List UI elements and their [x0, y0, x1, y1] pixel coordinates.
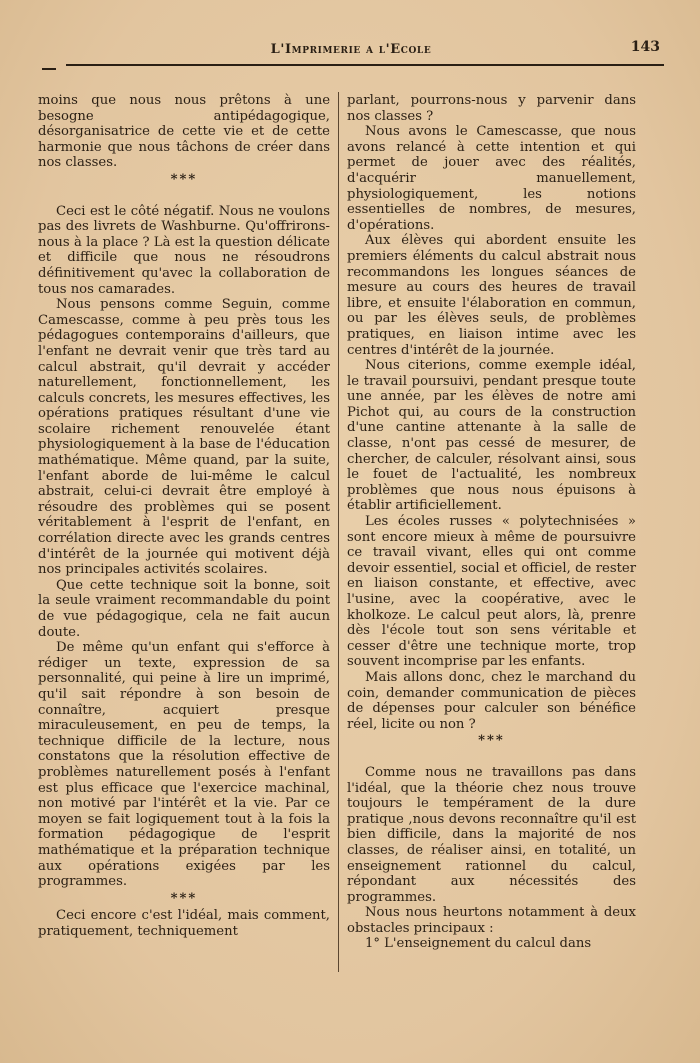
paragraph: Mais allons donc, chez le marchand du coin, demander communication de pièces de dépenses pour calculer son bénéfice réel, licite ou non ?	[347, 669, 636, 732]
spacer	[347, 751, 636, 765]
header-rule	[66, 64, 664, 66]
paragraph: Nous pensons comme Seguin, comme Camescasse, comme à peu près tous les pédagogues contemporains d'ailleurs, que l'enfant ne devrait venir que très tard au calcul abstrait, qu'il devrait y accéder naturellement, fonctionnellement, les calculs concrets, les mesures effectives, les opérations pratiques résultant d'une vie scolaire richement renouvelée étant physiologiquement à la base de l'éducation mathématique. Même quand, par la suite, l'enfant aborde de lui-même le calcul abstrait, celui-ci devrait être employé à résoudre des problèmes qui se posent véritablement à l'esprit de l'enfant, en corrélation directe avec les grands centres d'intérêt de la journée qui motivent déjà nos principales activités scolaires.	[38, 297, 330, 578]
paragraph: Comme nous ne travaillons pas dans l'idéal, que la théorie chez nous trouve toujours le tempérament de la dure pratique ,nous devons reconnaître qu'il est bien difficile, dans la majorité de nos classes, de réaliser ainsi, en totalité, un enseignement rationnel du calcul, répondant aux nécessités des programmes.	[347, 764, 636, 905]
paragraph: Aux élèves qui abordent ensuite les premiers éléments du calcul abstrait nous recommandons les longues séances de mesure au cours des heures de travail libre, et ensuite l'élaboration en commun, ou par les élèves seuls, de problèmes pratiques, en liaison intime avec les centres d'intérêt de la journée.	[347, 233, 636, 358]
page-header	[38, 38, 664, 68]
paragraph: De même qu'un enfant qui s'efforce à rédiger un texte, expression de sa personnalité, qui peine à lire un imprimé, qu'il sait répondre à son besoin de connaître, acquiert presque miraculeusement, en peu de temps, la technique difficile de la lecture, nous constatons que la résolution effective de problèmes naturellement posés à l'enfant est plus efficace que l'exercice machinal, non motivé par l'intérêt et la vie. Par ce moyen se fait logiquement tout à la fois la formation pédagogique de l'esprit mathématique et la préparation technique aux opérations exigées par les programmes.	[38, 640, 330, 890]
section-separator: ***	[170, 171, 198, 187]
spacer	[38, 190, 330, 204]
header-rule-short	[42, 68, 56, 70]
running-title: L'Imprimerie a l'Ecole	[270, 42, 432, 57]
section-separator: ***	[478, 733, 505, 749]
paragraph: Les écoles russes « polytechnisées » sont encore mieux à même de poursuivre ce travail vivant, elles qui ont comme devoir essentiel, social et officiel, de rester en liaison constante, et effective, avec l'usine, avec la coopérative, avec le kholkoze. Le calcul peut alors, là, prenre dès l'école tout son sens véritable et cesser d'être une technique morte, trop souvent incomprise par les enfants.	[347, 514, 636, 670]
paragraph: Ceci est le côté négatif. Nous ne voulons pas des livrets de Washburne. Qu'offrirons-nous à la place ? Là est la question délicate et difficile que nous ne résoudrons définitivement qu'avec la collaboration de tous nos camarades.	[38, 203, 330, 297]
paragraph: Nous citerions, comme exemple idéal, le travail poursuivi, pendant presque toute une année, par les élèves de notre ami Pichot qui, au cours de la construction d'une cantine attenante à la salle de classe, n'ont pas cessé de mesurer, de chercher, de calculer, résolvant ainsi, sous le fouet de l'actualité, les nombreux problèmes que nous nous épuisons à établir artificiellement.	[347, 358, 636, 514]
left-column	[38, 93, 330, 939]
right-column	[347, 93, 636, 952]
column-divider	[338, 92, 339, 972]
paragraph: Nous nous heurtons notamment à deux obstacles principaux :	[347, 905, 636, 936]
section-separator: ***	[170, 890, 198, 906]
paragraph: 1° L'enseignement du calcul dans	[365, 936, 592, 952]
page-number: 143	[630, 39, 660, 55]
paragraph: Que cette technique soit la bonne, soit la seule vraiment recommandable du point de vue pédagogique, cela ne fait aucun doute.	[38, 577, 330, 640]
paragraph: moins que nous nous prêtons à une besogne antipédagogique, désorganisatrice de cette vie et de cette harmonie que nous tâchons de créer dans nos classes.	[38, 93, 330, 171]
paragraph: Nous avons le Camescasse, que nous avons relancé à cette intention et qui permet de jouer avec des réalités, d'acquérir manuellement, physiologiquement, les notions essentielles de nombres, de mesures, d'opérations.	[347, 124, 636, 233]
paragraph: parlant, pourrons-nous y parvenir dans nos classes ?	[347, 93, 636, 124]
paragraph: Ceci encore c'est l'idéal, mais comment, pratiquement, techniquement	[38, 908, 330, 939]
